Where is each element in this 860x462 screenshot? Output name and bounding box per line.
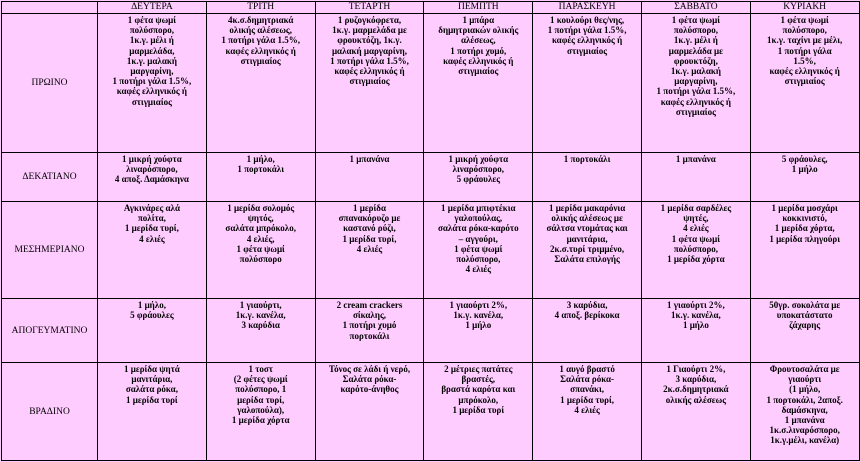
meal-cell-text: 1 φέτα ψωμί πολύσπορο, 1κ.γ. ταχίνι με μέλι, 1 ποτήρι γάλα 1.5%, καφές ελληνικός ή στιγμιαίος	[767, 15, 843, 87]
meal-cell-text: 1 μπανάνα	[675, 154, 716, 164]
meal-cell-text: Αγκινάρες αλά πολίτα, 1 μερίδα τυρί, 4 ελιές	[123, 203, 180, 244]
meal-cell	[641, 153, 750, 202]
meal-label: ΜΕΣΗΜΕΡΙΑΝΟ	[2, 202, 98, 299]
meal-cell	[533, 153, 642, 202]
meal-cell-text: 1 γιαούρτι 2%, 1κ.γ. κανέλα, 1 μήλο	[449, 300, 508, 331]
day-header-sunday: ΚΥΡΙΑΚΗ	[750, 2, 859, 14]
meal-cell	[315, 153, 424, 202]
meal-cell-text: 1 φέτα ψωμί πολύσπορο, 1κ.γ. μέλι ή μαρμελάδα, 1κ.γ. μαλακή μαργαρίνη, 1 ποτήρι γάλα 1.5%, καφές ελληνικός ή στιγμιαίος	[112, 15, 192, 107]
day-header-wednesday: ΤΕΤΑΡΤΗ	[315, 2, 424, 14]
meal-cell	[206, 153, 315, 202]
meal-cell	[533, 14, 642, 153]
meal-cell-text: 1 γιαούρτι 2%, 1κ.γ. κανέλα, 1 μήλο	[667, 300, 725, 331]
meal-cell-text: 3 καρύδια, 4 αποξ. βερίκοκα	[554, 300, 620, 321]
meal-cell	[206, 363, 315, 461]
meal-cell-text: 1 μερίδα ψητά μανιτάρια, σαλάτα ρόκα, 1 μερίδα τυρί	[124, 364, 180, 405]
meal-cell	[98, 202, 207, 299]
meal-cell	[98, 299, 207, 363]
corner-cell	[2, 2, 98, 14]
meal-cell	[98, 363, 207, 461]
meal-row-dinner	[2, 363, 860, 461]
meal-cell-text: 1 μήλο, 5 φράουλες	[130, 300, 174, 321]
meal-cell	[533, 363, 642, 461]
meal-cell	[424, 14, 533, 153]
meal-cell-text: 1 μήλο, 1 πορτοκάλι	[237, 154, 284, 175]
meal-cell-text: 5 φράουλες, 1 μήλο	[781, 154, 828, 175]
meal-cell	[641, 363, 750, 461]
meal-cell	[424, 202, 533, 299]
meal-row-breakfast	[2, 14, 860, 153]
meal-plan-table	[1, 1, 860, 461]
meal-cell	[641, 299, 750, 363]
day-header-monday: ΔΕΥΤΕΡΑ	[98, 2, 207, 14]
meal-cell-text: Τόνος σε λάδι ή νερό, Σαλάτα ρόκα- καρότο-άνηθος	[328, 364, 411, 395]
meal-cell-text: Φρουτοσαλάτα με γιαούρτι (1 μήλο, 1 πορτοκάλι, 2αποξ. δαμάσκηνα, 1 μπανάνα 1κ.σ.λιναρόσπορο, 1κ.γ.μέλι, κανέλα)	[766, 364, 843, 446]
meal-cell-text: 1 αυγό βραστό Σαλάτα ρόκα- σπανάκι, 1 μερίδα τυρί, 4 ελιές	[559, 364, 615, 415]
meal-cell-text: 2 μέτριες πατάτες βραστές, βραστά καρότα και μπρόκολο, 1 μερίδα τυρί	[441, 364, 516, 415]
header-row	[2, 2, 860, 14]
meal-cell	[750, 14, 859, 153]
meal-cell	[641, 202, 750, 299]
meal-cell-text: 1 πορτοκάλι	[563, 154, 611, 164]
meal-cell	[750, 202, 859, 299]
meal-cell-text: 1 μικρή χούφτα λιναρόσπορο, 5 φράουλες	[448, 154, 509, 185]
meal-cell	[98, 14, 207, 153]
meal-cell-text: 1 μπάρα δημητριακών ολικής αλέσεως, 1 ποτήρι χυμό, καφές ελληνικός ή στιγμιαίος	[438, 15, 519, 77]
meal-row-afternoon-snack	[2, 299, 860, 363]
meal-cell	[315, 363, 424, 461]
meal-cell	[206, 14, 315, 153]
meal-cell-text: 1 Γιαούρτι 2%, 3 καρύδια, 2κ.σ.δημητριακά ολικής αλέσεως	[663, 364, 729, 405]
meal-cell-text: 1 μερίδα μοσχάρι κοκκινιστό, 1 μερίδα χόρτα, 1 μερίδα πληγούρι	[769, 203, 841, 244]
meal-row-snack	[2, 153, 860, 202]
meal-cell-text: 1 μικρή χούφτα λιναρόσπορο, 4 αποξ. Δαμάσκηνα	[114, 154, 189, 185]
meal-cell-text: 1 φέτα ψωμί πολύσπορο, 1κ.γ. μέλι ή μαρμελάδα με φρουκτόζη, 1κ.γ. μαλακή μαργαρίνη, 1 ποτήρι γάλα 1.5%, καφές ελληνικός ή στιγμιαίος	[656, 15, 736, 117]
meal-cell-text: 50γρ. σοκολάτα με υποκατάστατο ζάχαρης	[769, 300, 841, 331]
meal-cell-text: 4κ.σ.δημητριακά ολικής αλέσεως, 1 ποτήρι γάλα 1.5%, καφές ελληνικός ή στιγμιαίος	[221, 15, 301, 66]
meal-cell-text: 1 τοστ (2 φέτες ψωμί πολύσπορο, 1 μερίδα τυρί, γαλοπούλα), 1 μερίδα χόρτα	[231, 364, 290, 426]
meal-cell	[98, 153, 207, 202]
meal-cell	[533, 299, 642, 363]
meal-cell	[315, 202, 424, 299]
meal-label: ΠΡΩΙΝΟ	[2, 14, 98, 153]
meal-cell-text: 1 μερίδα μπιφτέκια γαλοπούλας, σαλάτα ρόκα-καρότο – αγγούρι, 1 φέτα ψωμί πολύσπορο, 4 ελιές	[437, 203, 519, 275]
meal-row-lunch	[2, 202, 860, 299]
meal-cell	[424, 363, 533, 461]
day-header-tuesday: ΤΡΙΤΗ	[206, 2, 315, 14]
meal-cell-text: 1 μερίδα σαρδέλες ψητές, 4 ελιές 1 φέτα ψωμί πολύσπορο, 1 μερίδα χόρτα	[660, 203, 732, 265]
day-header-friday: ΠΑΡΑΣΚΕΥΗ	[533, 2, 642, 14]
meal-cell-text: 1 γιαούρτι, 1κ.γ. κανέλα, 3 καρύδια	[235, 300, 286, 331]
day-header-thursday: ΠΕΜΠΤΗ	[424, 2, 533, 14]
meal-cell	[641, 14, 750, 153]
meal-cell-text: 1 ρυζογκόφρετα, 1κ.γ. μαρμελάδα με φρουκτόζη, 1κ.γ. μαλακή μαργαρίνη, 1 ποτήρι γάλα 1.5%, καφές ελληνικός ή στιγμιαίος	[330, 15, 409, 87]
meal-cell	[750, 363, 859, 461]
meal-cell	[424, 299, 533, 363]
meal-label: ΒΡΑΔΙΝΟ	[2, 363, 98, 461]
meal-cell-text: 1 κουλούρι θες/νης, 1 ποτήρι γάλα 1.5%, καφές ελληνικός ή στιγμιαίος	[547, 15, 627, 56]
meal-cell	[424, 153, 533, 202]
meal-cell	[206, 202, 315, 299]
meal-cell-text: 1 μερίδα σπανακόρυζο με καστανό ρύζι, 1 μερίδα τυρί, 4 ελιές	[338, 203, 401, 254]
meal-cell	[533, 202, 642, 299]
meal-cell-text: 1 μπανάνα	[349, 154, 390, 164]
meal-cell	[206, 299, 315, 363]
meal-cell	[750, 153, 859, 202]
meal-cell	[315, 299, 424, 363]
meal-cell-text: 2 cream crackers σίκαλης, 1 ποτήρι χυμό πορτοκάλι	[336, 300, 403, 341]
meal-cell	[315, 14, 424, 153]
meal-label: ΔΕΚΑΤΙΑΝΟ	[2, 153, 98, 202]
meal-cell-text: 1 μερίδα μακαρόνια ολικής αλέσεως με σάλτσα ντομάτας και μανιτάρια, 2κ.σ.τυρί τριμμένο, Σαλάτα επιλογής	[546, 203, 628, 265]
day-header-saturday: ΣΑΒΒΑΤΟ	[641, 2, 750, 14]
meal-cell	[750, 299, 859, 363]
meal-cell-text: 1 μερίδα σολομός ψητός, σαλάτα μπρόκολο, 4 ελιές, 1 φέτα ψωμί πολύσπορο	[225, 203, 296, 265]
meal-label: ΑΠΟΓΕΥΜΑΤΙΝΟ	[2, 299, 98, 363]
